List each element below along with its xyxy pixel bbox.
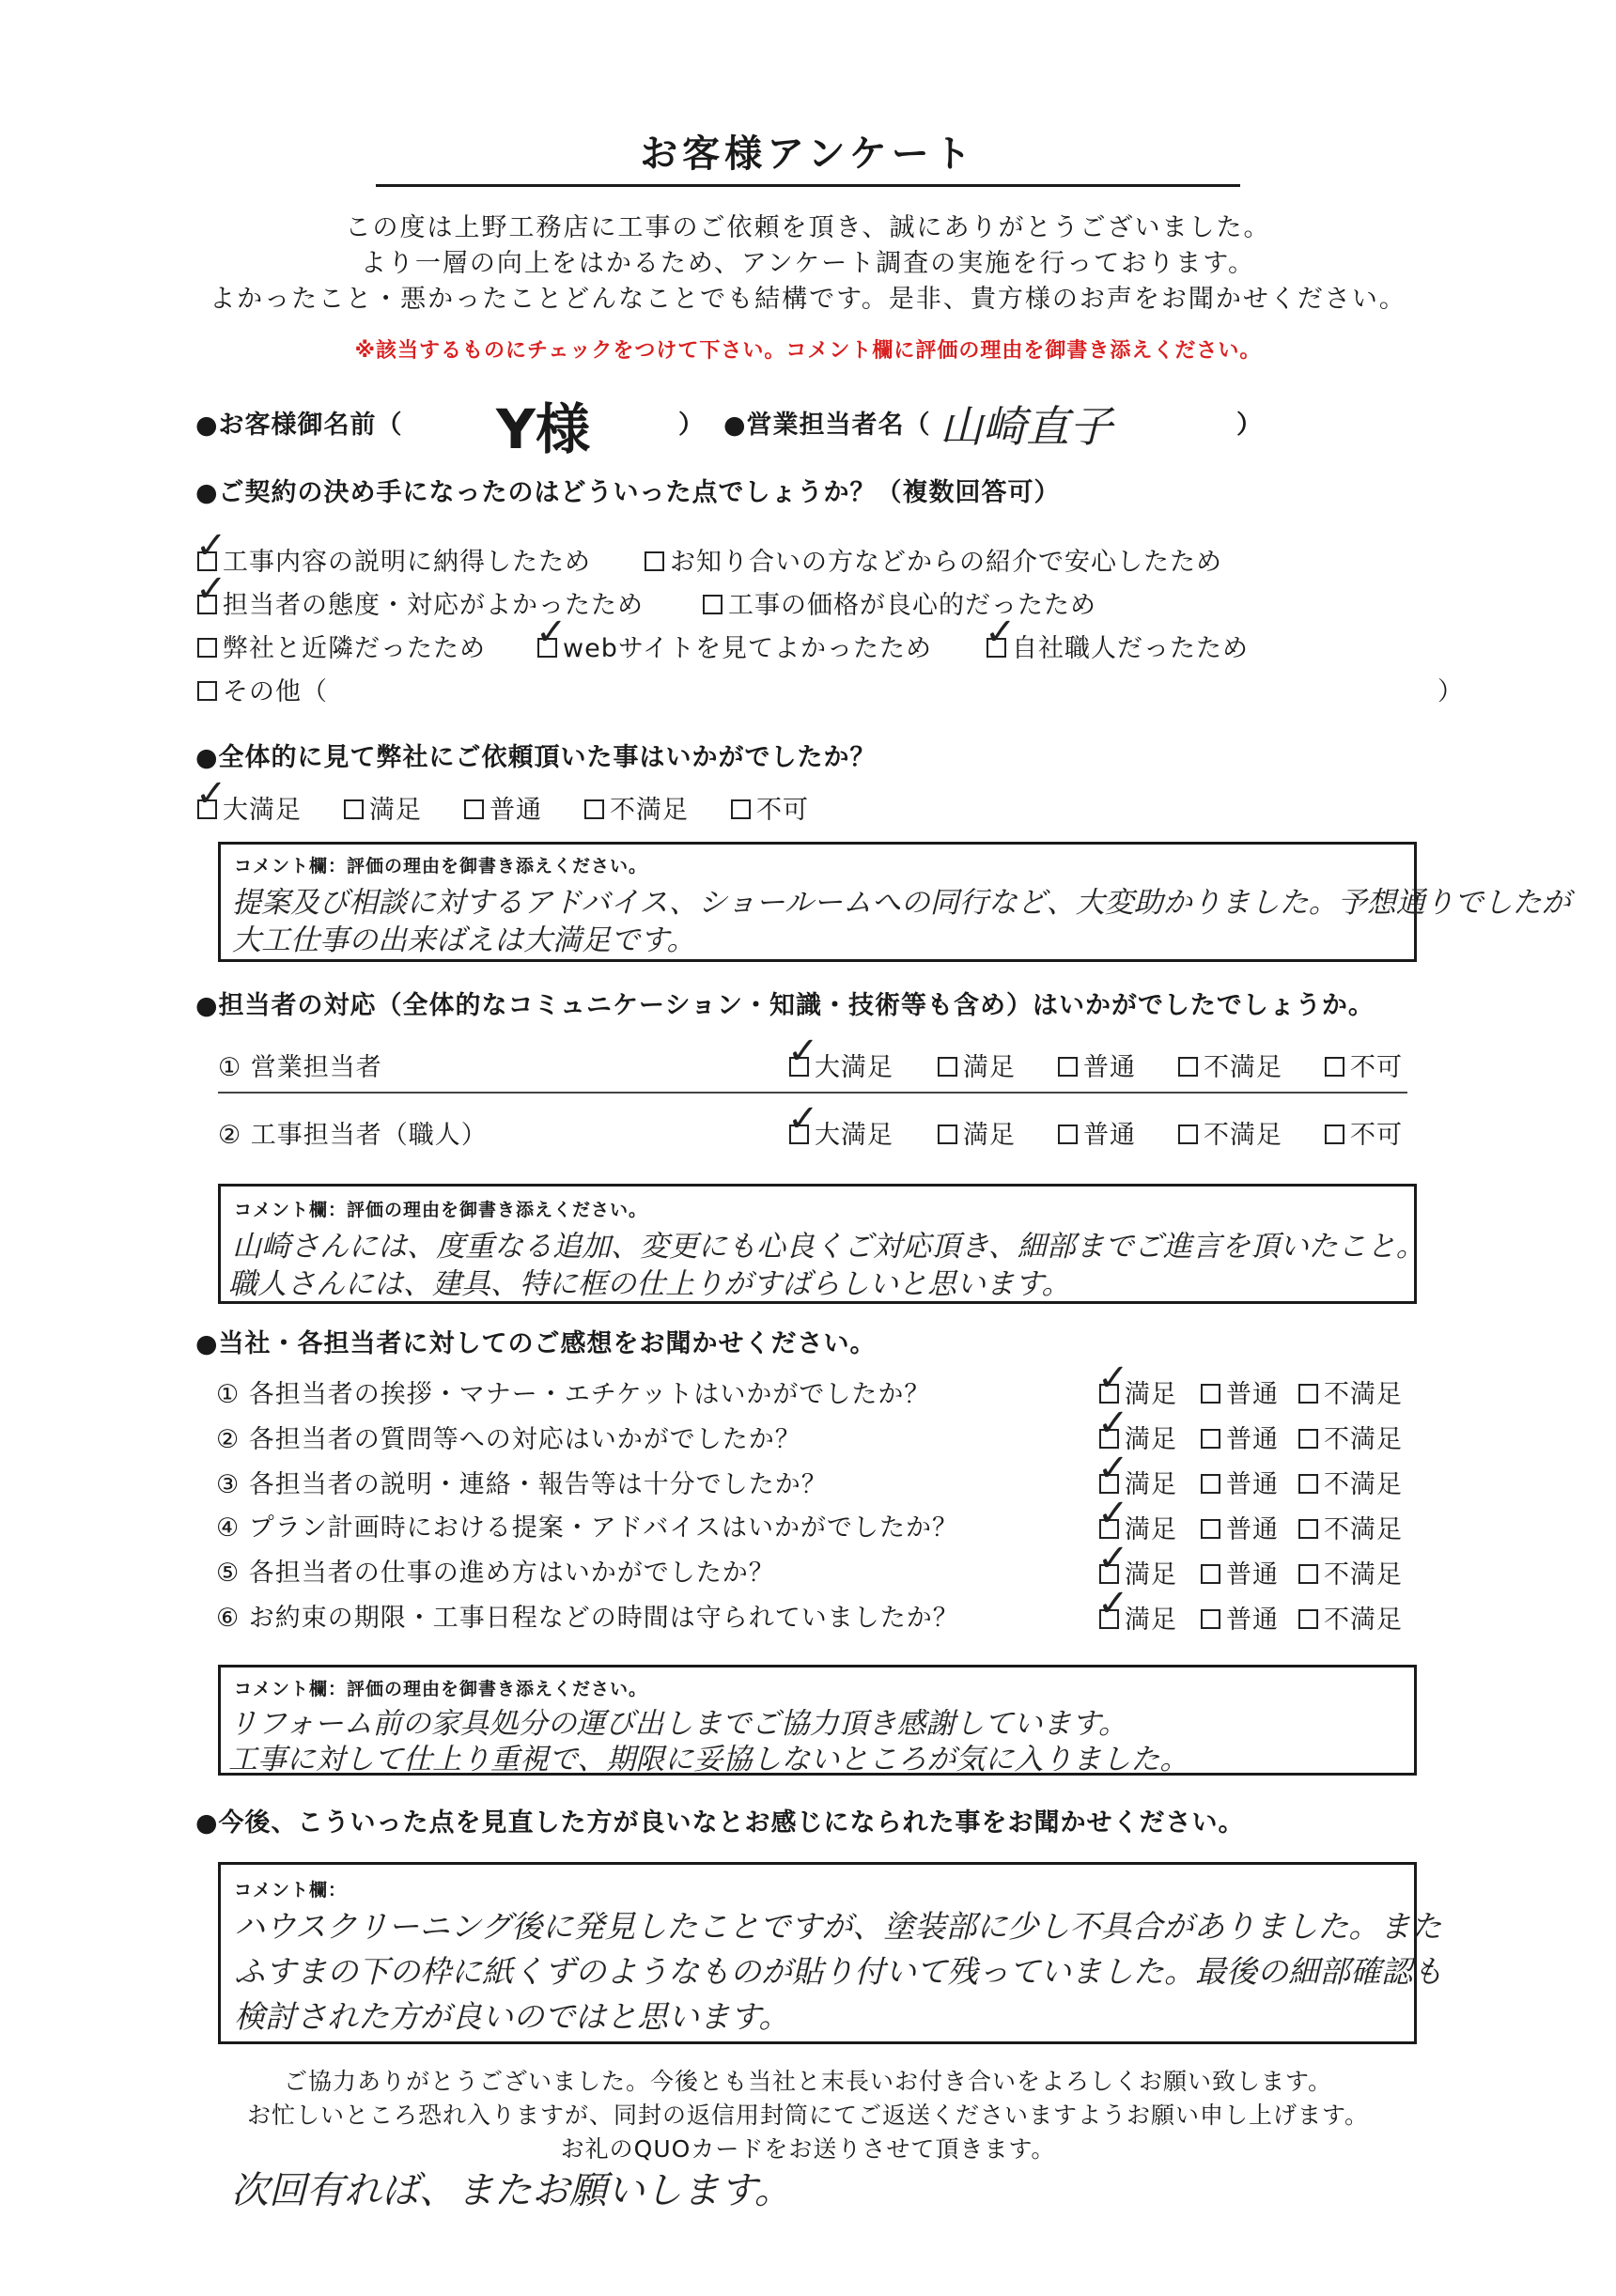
q4-row-label: ⑥ お約束の期限・工事日程などの時間は守られていましたか？ [216,1604,959,1633]
customer-name-value: Y様 [496,397,590,461]
checkbox[interactable] [1298,1564,1318,1584]
q3-option[interactable]: 普通 [1058,1114,1136,1151]
comment-text: 工事に対して仕上り重視で、期限に妥協しないところが気に入りました。 [228,1743,1189,1776]
checkbox[interactable] [1178,1057,1198,1077]
checkbox[interactable] [1097,1402,1130,1449]
checkbox[interactable] [1178,1125,1198,1144]
comment-text: 提案及び相談に対するアドバイス、ショールームへの同行など、大変助かりました。予想通りでしたが [232,886,1571,920]
comment-box[interactable] [218,1665,1417,1776]
footer-line: お忙しいところ恐れ入りますが、同封の返信用封筒にてご返送くださいますようお願い申し上げます。 [246,2102,1369,2129]
checkbox[interactable] [938,1125,957,1144]
comment-text: リフォーム前の家具処分の運び出しまでご協力頂き感謝しています。 [228,1707,1127,1741]
q4-row-label: ③ 各担当者の説明・連絡・報告等は十分でしたか？ [216,1470,828,1499]
checkbox[interactable] [344,799,364,819]
q1-other-close: ） [1437,677,1464,706]
q4-option[interactable]: 不満足 [1298,1509,1403,1545]
check-mark-icon: ✓ [1097,1402,1130,1445]
check-mark-icon: ✓ [195,524,228,567]
q2-option[interactable]: 普通 [464,789,542,826]
checkbox[interactable] [731,799,751,819]
checkbox[interactable] [1298,1609,1318,1629]
q3-option[interactable]: 不可 [1325,1047,1403,1083]
checkbox[interactable] [464,799,484,819]
q4-option[interactable]: 普通 [1201,1509,1279,1545]
q4-row-label: ① 各担当者の挨拶・マナー・エチケットはいかがでしたか？ [216,1380,931,1409]
q3-option[interactable]: 不満足 [1178,1047,1282,1083]
intro-line: この度は上野工務店に工事のご依頼を頂き、誠にありがとうございました。 [345,213,1271,242]
checkbox[interactable] [645,551,664,571]
footer-line: お礼のQUOカードをお送りさせて頂きます。 [560,2135,1056,2163]
question-impressions: ●当社・各担当者に対してのご感想をお聞かせください。 [195,1329,877,1358]
checkbox[interactable] [1298,1429,1318,1449]
q3-option[interactable]: 満足 [938,1047,1016,1083]
q4-option[interactable]: 普通 [1201,1599,1279,1636]
q4-option[interactable]: ✓ 満足 [1097,1492,1177,1544]
question-contract-reason: ●ご契約の決め手になったのはどういった点でしょうか？（複数回答可） [195,478,1061,507]
q4-option[interactable]: 不満足 [1298,1599,1403,1636]
footer-line: ご協力ありがとうございました。今後とも当社と末長いお付き合いをよろしくお願い致します。 [283,2068,1332,2095]
q1-option[interactable]: ✓ 担当者の態度・対応がよかったため [195,567,644,620]
q3-row-label: ② 工事担当者（職人） [218,1121,488,1150]
checkbox[interactable] [1298,1474,1318,1494]
checkbox[interactable] [1097,1537,1130,1584]
q4-row-label: ⑤ 各担当者の仕事の進め方はいかがでしたか？ [216,1559,775,1588]
comment-label: コメント欄：評価の理由を御書き添えください。 [234,856,648,877]
checkbox[interactable] [197,638,217,658]
check-mark-icon: ✓ [536,611,568,654]
checkbox[interactable] [195,567,228,614]
q1-option[interactable]: お知り合いの方などからの紹介で安心したため [645,541,1222,578]
q4-row-label: ② 各担当者の質問等への対応はいかがでしたか？ [216,1425,801,1454]
checkbox[interactable] [1058,1125,1078,1144]
q2-option[interactable]: ✓ 大満足 [195,772,302,825]
checkbox[interactable] [1201,1519,1220,1539]
checkbox[interactable] [1097,1492,1130,1539]
question-overall: ●全体的に見て弊社にご依頼頂いた事はいかがでしたか？ [195,743,877,772]
comment-label: コメント欄：評価の理由を御書き添えください。 [234,1200,648,1220]
q2-option[interactable]: 不可 [731,789,809,826]
checkbox[interactable] [787,1097,820,1144]
comment-text: ハウスクリーニング後に発見したことですが、塗装部に少し不具合がありました。また [234,1908,1442,1945]
row-divider [218,1092,1407,1094]
q4-option[interactable]: ✓ 満足 [1097,1582,1177,1635]
check-mark-icon: ✓ [1097,1537,1130,1580]
checkbox[interactable] [938,1057,957,1077]
q2-option[interactable]: 満足 [344,789,422,826]
checkbox[interactable] [197,681,217,701]
checkbox[interactable] [195,772,228,819]
q4-option[interactable]: 普通 [1201,1419,1279,1455]
checkbox[interactable] [1058,1057,1078,1077]
q2-option[interactable]: 不満足 [584,789,689,826]
page-title: お客様アンケート [640,132,976,176]
customer-name-close: ） [678,411,705,440]
checkbox[interactable] [1201,1429,1220,1449]
checkbox[interactable] [1201,1384,1220,1404]
title-divider [376,184,1240,187]
q3-option[interactable]: ✓ 大満足 [787,1097,893,1150]
q4-option[interactable]: 普通 [1201,1554,1279,1590]
check-mark-icon: ✓ [1097,1447,1130,1490]
q4-option[interactable]: ✓ 満足 [1097,1357,1177,1409]
q4-option[interactable]: 不満足 [1298,1464,1403,1500]
checkbox[interactable] [985,611,1018,658]
question-staff-response: ●担当者の対応（全体的なコミュニケーション・知識・技術等も含め）はいかがでしたでしょうか。 [195,991,1375,1020]
customer-name-label: ●お客様御名前（ [195,411,403,440]
checkbox[interactable] [1201,1609,1220,1629]
check-mark-icon: ✓ [1097,1492,1130,1535]
checkbox[interactable] [584,799,604,819]
staff-name-value: 山崎直子 [940,401,1112,452]
comment-text: 職人さんには、建具、特に框の仕上りがすばらしいと思います。 [228,1267,1071,1301]
q1-option-other[interactable]: その他（ [197,671,328,707]
check-mark-icon: ✓ [787,1097,820,1140]
q4-row-label: ④ プラン計画時における提案・アドバイスはいかがでしたか？ [216,1513,958,1543]
checkbox[interactable] [1298,1384,1318,1404]
checkbox[interactable] [1097,1357,1130,1404]
q3-row-label: ① 営業担当者 [218,1053,382,1082]
checkbox[interactable] [787,1030,820,1077]
checkbox[interactable] [703,595,723,614]
check-mark-icon: ✓ [195,567,228,611]
q3-option[interactable]: ✓ 大満足 [787,1030,893,1082]
intro-line: より一層の向上をはかるため、アンケート調査の実施を行っております。 [360,249,1256,278]
q1-option[interactable]: ✓ 自社職人だったため [985,611,1249,663]
comment-box[interactable] [218,1862,1443,2044]
comment-text: 検討された方が良いのではと思います。 [234,1998,790,2035]
checkbox[interactable] [1298,1519,1318,1539]
checkbox[interactable] [1097,1582,1130,1629]
comment-text: 山崎さんには、度重なる追加、変更にも心良くご対応頂き、細部までご進言を頂いたこと。 [232,1230,1425,1264]
q4-option[interactable]: 普通 [1201,1464,1279,1500]
staff-name-label: ●営業担当者名（ [723,411,931,440]
comment-text: 大工仕事の出来ばえは大満足です。 [232,923,696,957]
check-mark-icon: ✓ [195,772,228,815]
check-mark-icon: ✓ [1097,1357,1130,1400]
comment-box[interactable] [218,1184,1425,1304]
checkbox[interactable] [1201,1564,1220,1584]
q1-option[interactable]: ✓ 工事内容の説明に納得したため [195,524,591,577]
comment-text: ふすまの下の枠に紙くずのようなものが貼り付いて残っていました。最後の細部確認も [234,1953,1443,1990]
handwritten-footer: 次回有れば、またお願いします。 [231,2169,792,2212]
q1-option[interactable]: ✓ webサイトを見てよかったため [536,611,932,663]
comment-label: コメント欄： [234,1880,348,1900]
checkbox[interactable] [1325,1057,1344,1077]
checkbox[interactable] [1325,1125,1344,1144]
question-improvements: ●今後、こういった点を見直した方が良いなとお感じになられた事をお聞かせください。 [195,1808,1245,1838]
q1-option[interactable]: 工事の価格が良心的だったため [703,584,1096,621]
q3-option[interactable]: 満足 [938,1114,1016,1151]
comment-box[interactable] [218,842,1571,962]
q4-option[interactable]: ✓ 満足 [1097,1537,1177,1590]
q4-option[interactable]: 不満足 [1298,1373,1403,1410]
q3-option[interactable]: 普通 [1058,1047,1136,1083]
check-mark-icon: ✓ [985,611,1018,654]
check-mark-icon: ✓ [1097,1582,1130,1625]
check-mark-icon: ✓ [787,1030,820,1073]
q4-option[interactable]: 不満足 [1298,1554,1403,1590]
intro-line: よかったこと・悪かったことどんなことでも結構です。是非、貴方様のお声をお聞かせください。 [210,285,1406,314]
checkbox[interactable] [1201,1474,1220,1494]
q4-option[interactable]: ✓ 満足 [1097,1402,1177,1454]
comment-label: コメント欄：評価の理由を御書き添えください。 [234,1679,648,1699]
staff-name-close: ） [1236,411,1263,440]
q4-option[interactable]: ✓ 満足 [1097,1447,1177,1499]
q3-option[interactable]: 不満足 [1178,1114,1282,1151]
q4-option[interactable]: 不満足 [1298,1419,1403,1455]
q4-option[interactable]: 普通 [1201,1373,1279,1410]
q1-option[interactable]: 弊社と近隣だったため [197,628,486,664]
checkbox[interactable] [1097,1447,1130,1494]
instruction-note: ※該当するものにチェックをつけて下さい。コメント欄に評価の理由を御書き添えください。 [354,339,1262,363]
checkbox[interactable] [536,611,568,658]
q3-option[interactable]: 不可 [1325,1114,1403,1151]
